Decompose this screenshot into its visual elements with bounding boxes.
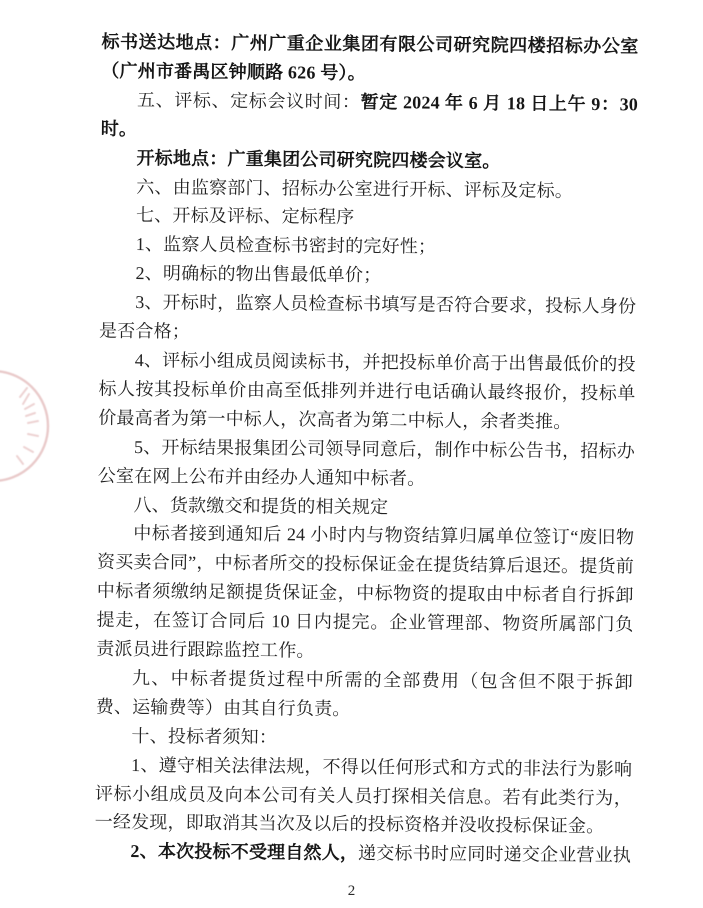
text-run: 2、明确标的物出售最低单价；	[135, 263, 382, 286]
text-run: 4、评标小组成员阅读标书，并把投标单价高于出售最低价的投标人按其投标单价由高至低排列并进行电话确认最终报价，投标单价最高者为第一中标人，次高者为第二中标人，余者类推。	[98, 349, 636, 432]
text-run: 九、中标者提货过程中所需的全部费用（包含但不限于拆卸费、运输费等）由其自行负责。	[95, 667, 634, 719]
text-run: 5、开标结果报集团公司领导同意后，制作中标公告书，招标办公室在网上公布并由经办人通知中标者。	[97, 436, 636, 489]
paragraph	[98, 346, 636, 437]
paragraph	[97, 490, 634, 524]
text-run: 1、监察人员检查标书密封的完好性；	[135, 234, 437, 257]
paragraph	[98, 432, 635, 494]
paragraph	[100, 230, 637, 264]
paragraph	[101, 28, 638, 90]
paragraph	[100, 201, 637, 235]
paragraph	[99, 259, 636, 293]
text-run: 递交标书时应同时递交企业营业执	[357, 843, 632, 866]
text-run: 六、由监察部门、招标办公室进行开标、评标及定标。	[136, 176, 574, 201]
paragraph	[96, 664, 633, 726]
text-run: 五、评标、定标会议时间：	[136, 89, 361, 112]
paragraph	[100, 143, 637, 177]
page-number: 2	[347, 883, 356, 899]
text-run: 十、投标者须知：	[131, 725, 278, 747]
paragraph	[95, 721, 632, 755]
text-run: 1、遵守相关法律法规，不得以任何形式和方式的非法行为影响评标小组成员及向本公司有关人员打探相关信息。若有此类行为，一经发现，即取消其当次及以后的投标资格并没收投标保证金。	[94, 754, 633, 837]
text-run: 标书送达地点：广州广重企业集团有限公司研究院四楼招标办公室（广州市番禺区钟顺路 626 号）。	[101, 31, 639, 83]
text-run: 八、货款缴交和提货的相关规定	[133, 494, 389, 517]
text-run: 开标地点：广重集团公司研究院四楼会议室。	[136, 147, 501, 171]
paragraph	[101, 85, 638, 147]
document-body	[94, 28, 638, 871]
paragraph	[95, 750, 633, 841]
paragraph	[94, 837, 631, 871]
red-seal-stamp	[0, 360, 64, 494]
text-run: 七、开标及评标、定标程序	[135, 205, 355, 228]
paragraph	[99, 288, 636, 350]
paragraph	[100, 172, 637, 206]
paragraph	[96, 519, 634, 668]
text-run: 2、本次投标不受理自然人，	[130, 841, 359, 864]
text-run: 暂定 2024 年 6 月 18 日上午 9：30 时。	[100, 91, 639, 139]
text-run: 3、开标时，监察人员检查标书填写是否符合要求，投标人身份是否合格；	[98, 292, 637, 342]
text-run: 中标者接到通知后 24 小时内与物资结算归属单位签订“废旧物资买卖合同”，中标者所交的投标保证金在提货结算后退还。提货前中标者须缴纳足额提货保证金，中标物资的提取由中标者自行拆卸提走，在签订合同后 10 日内提完。企业管理部、物资所属部门负责派员进行跟踪监控工作。	[96, 523, 635, 661]
